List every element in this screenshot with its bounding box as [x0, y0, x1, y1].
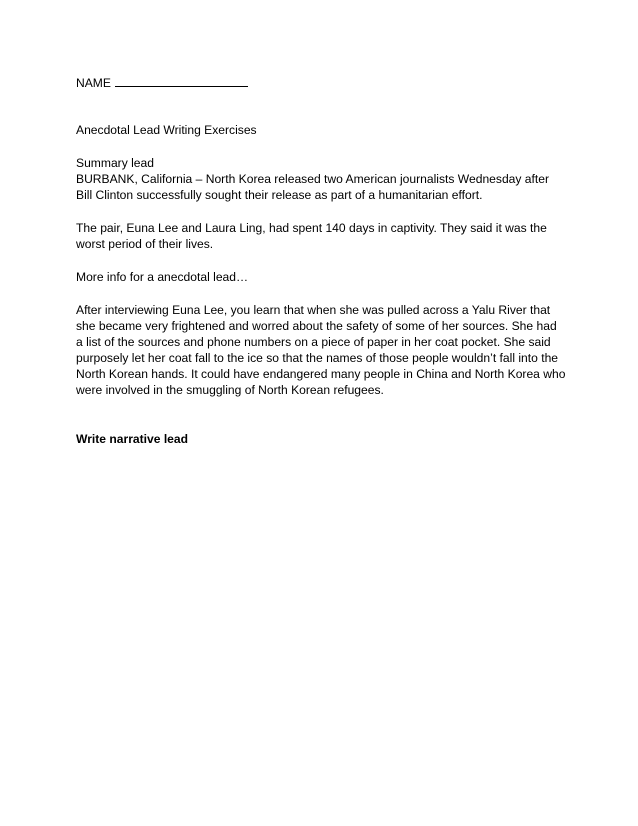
- document-title: Anecdotal Lead Writing Exercises: [76, 123, 257, 137]
- name-label: NAME: [76, 76, 111, 90]
- name-blank-line: [115, 74, 248, 87]
- summary-lead-text: BURBANK, California – North Korea released two American journalists Wednesday after Bill Clinton successfully sought their release as part of a humanitarian effort.: [76, 172, 549, 202]
- name-field-row: [76, 74, 566, 91]
- document-page: [76, 74, 566, 447]
- more-info-line: More info for a anecdotal lead…: [76, 270, 249, 284]
- narrative-lead-heading: Write narrative lead: [76, 432, 189, 446]
- summary-lead-label: Summary lead: [76, 156, 154, 170]
- pair-paragraph: The pair, Euna Lee and Laura Ling, had spent 140 days in captivity. They said it was the worst period of their lives.: [76, 221, 547, 251]
- interview-paragraph: After interviewing Euna Lee, you learn that when she was pulled across a Yalu River that she became very frightened and worred about the safety of some of her sources. She had a list of the sources and phone numbers on a piece of paper in her coat pocket. She said purposely let her coat fall to the ice so that the names of those people wouldn’t fall into the North Korean hands. It could have endangered many people in China and North Korea who were involved in the smuggling of North Korean refugees.: [76, 303, 566, 397]
